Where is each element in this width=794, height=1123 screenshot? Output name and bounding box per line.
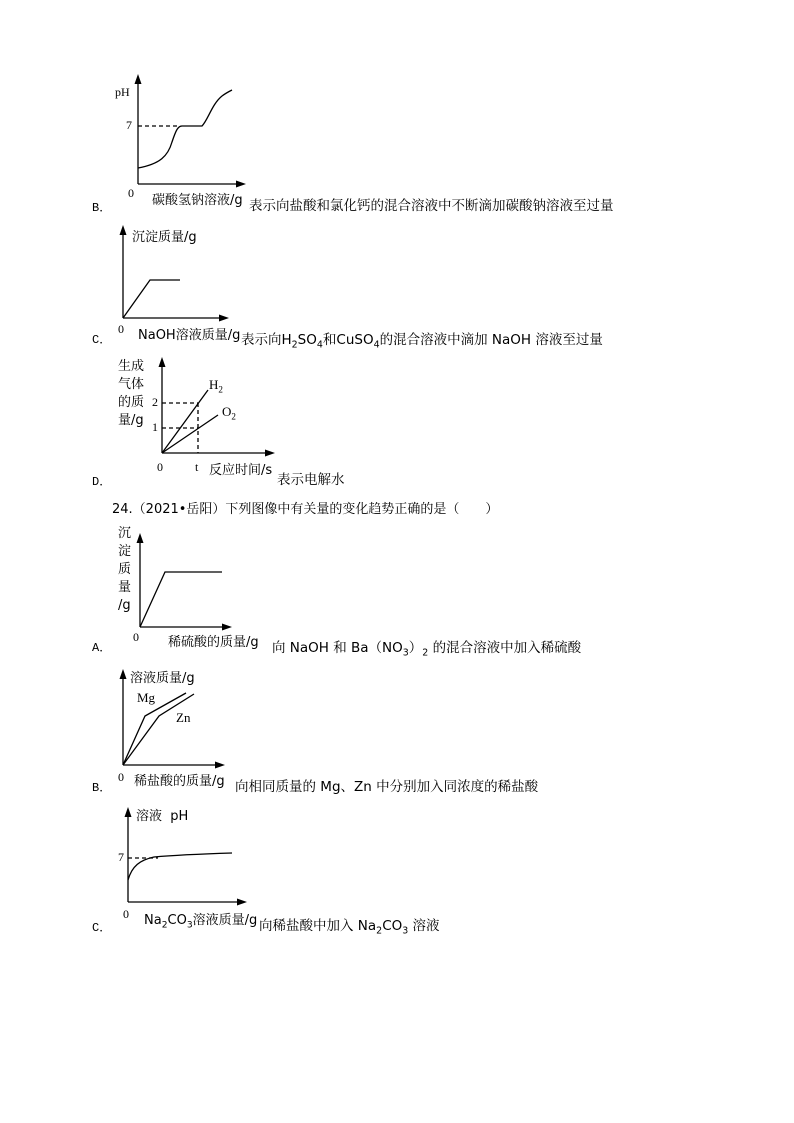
y-label-line: 质 xyxy=(118,562,132,577)
origin-label: 0 xyxy=(128,186,134,200)
option-letter: C． xyxy=(92,921,112,935)
formula-cuso: CuSO xyxy=(336,332,374,348)
y-label-line: 量 xyxy=(118,580,132,595)
x-axis-label: 稀盐酸的质量/g xyxy=(134,774,225,789)
caption-text: ） xyxy=(408,640,423,656)
caption-text: CO xyxy=(382,918,403,934)
origin-label: 0 xyxy=(133,630,139,644)
caption-text: 向 NaOH 和 Ba（NO xyxy=(272,640,403,656)
tick-2: 2 xyxy=(152,395,158,409)
h2-text: H xyxy=(209,377,219,392)
mg-label: Mg xyxy=(137,690,156,705)
option-caption: 表示向盐酸和氯化钙的混合溶液中不断滴加碳酸钠溶液至过量 xyxy=(249,198,614,214)
option-letter: D． xyxy=(92,475,112,489)
y-label-line: 量/g xyxy=(118,413,144,428)
y-label-line: /g xyxy=(118,598,131,613)
formula-sub: 2 xyxy=(422,647,429,659)
x-axis-label: NaOH溶液质量/g xyxy=(138,328,241,343)
h2-sub: 2 xyxy=(218,384,223,395)
question-24: 24.（2021•岳阳）下列图像中有关量的变化趋势正确的是（ ） xyxy=(112,502,499,517)
y-label-line: 生成 xyxy=(118,359,145,374)
y-axis-arrow xyxy=(125,807,132,817)
option-letter: C． xyxy=(92,333,112,347)
tick-1: 1 xyxy=(152,420,158,434)
tick-t: t xyxy=(195,460,199,474)
caption-text: 的混合溶液中滴加 NaOH 溶液至过量 xyxy=(379,332,603,348)
x-axis-label: 稀硫酸的质量/g xyxy=(168,635,259,650)
formula-sub: 3 xyxy=(402,925,409,937)
y-label-line: 淀 xyxy=(118,544,132,559)
formula-sub: 4 xyxy=(316,339,323,351)
caption-text: 的混合溶液中加入稀硫酸 xyxy=(428,640,582,656)
y-axis-label: pH xyxy=(115,85,130,99)
option-letter: A． xyxy=(92,641,112,655)
caption-text: 表示向 xyxy=(241,332,282,348)
y-label-line: 沉 xyxy=(118,526,132,541)
o2-sub: 2 xyxy=(231,411,236,422)
origin-label: 0 xyxy=(118,322,124,336)
formula-so: SO xyxy=(297,332,317,348)
option-caption: 表示电解水 xyxy=(277,472,345,488)
formula-na: Na xyxy=(144,913,162,928)
option-letter: B． xyxy=(92,781,112,795)
option-letter: B． xyxy=(92,201,112,215)
x-axis-arrow xyxy=(237,899,247,906)
tick-7: 7 xyxy=(126,118,132,132)
origin-label: 0 xyxy=(118,770,124,784)
x-axis-label xyxy=(144,909,257,931)
formula-h: H xyxy=(281,332,292,348)
y-axis-label: 沉淀质量/g xyxy=(132,230,197,245)
axis-text: 溶液质量/g xyxy=(192,913,258,928)
y-axis-label: 溶液 pH xyxy=(136,809,189,824)
caption-text: 和 xyxy=(322,332,337,348)
x-axis-label: 碳酸氢钠溶液/g xyxy=(152,193,243,208)
tick-7: 7 xyxy=(118,850,124,864)
formula-sub: 2 xyxy=(291,339,298,351)
ph-curve xyxy=(128,853,232,880)
origin-label: 0 xyxy=(123,907,129,921)
formula-sub: 4 xyxy=(373,339,380,351)
origin-label: 0 xyxy=(157,460,163,474)
caption-text: 向稀盐酸中加入 Na xyxy=(259,918,377,934)
x-axis-label: 反应时间/s xyxy=(209,463,273,478)
formula-sub: 3 xyxy=(402,647,409,659)
formula-sub: 2 xyxy=(376,925,383,937)
zn-label: Zn xyxy=(176,710,191,725)
option-caption: 向相同质量的 Mg、Zn 中分别加入同浓度的稀盐酸 xyxy=(235,779,539,795)
formula-sub: 2 xyxy=(161,920,168,931)
formula-sub: 3 xyxy=(186,920,193,931)
y-label-line: 的质 xyxy=(118,395,145,410)
caption-text: 溶液 xyxy=(408,918,440,934)
y-label-line: 气体 xyxy=(118,377,145,392)
option-caption xyxy=(259,914,440,937)
y-axis-label: 溶液质量/g xyxy=(130,671,195,686)
o2-text: O xyxy=(222,404,232,419)
formula-co: CO xyxy=(167,913,187,928)
